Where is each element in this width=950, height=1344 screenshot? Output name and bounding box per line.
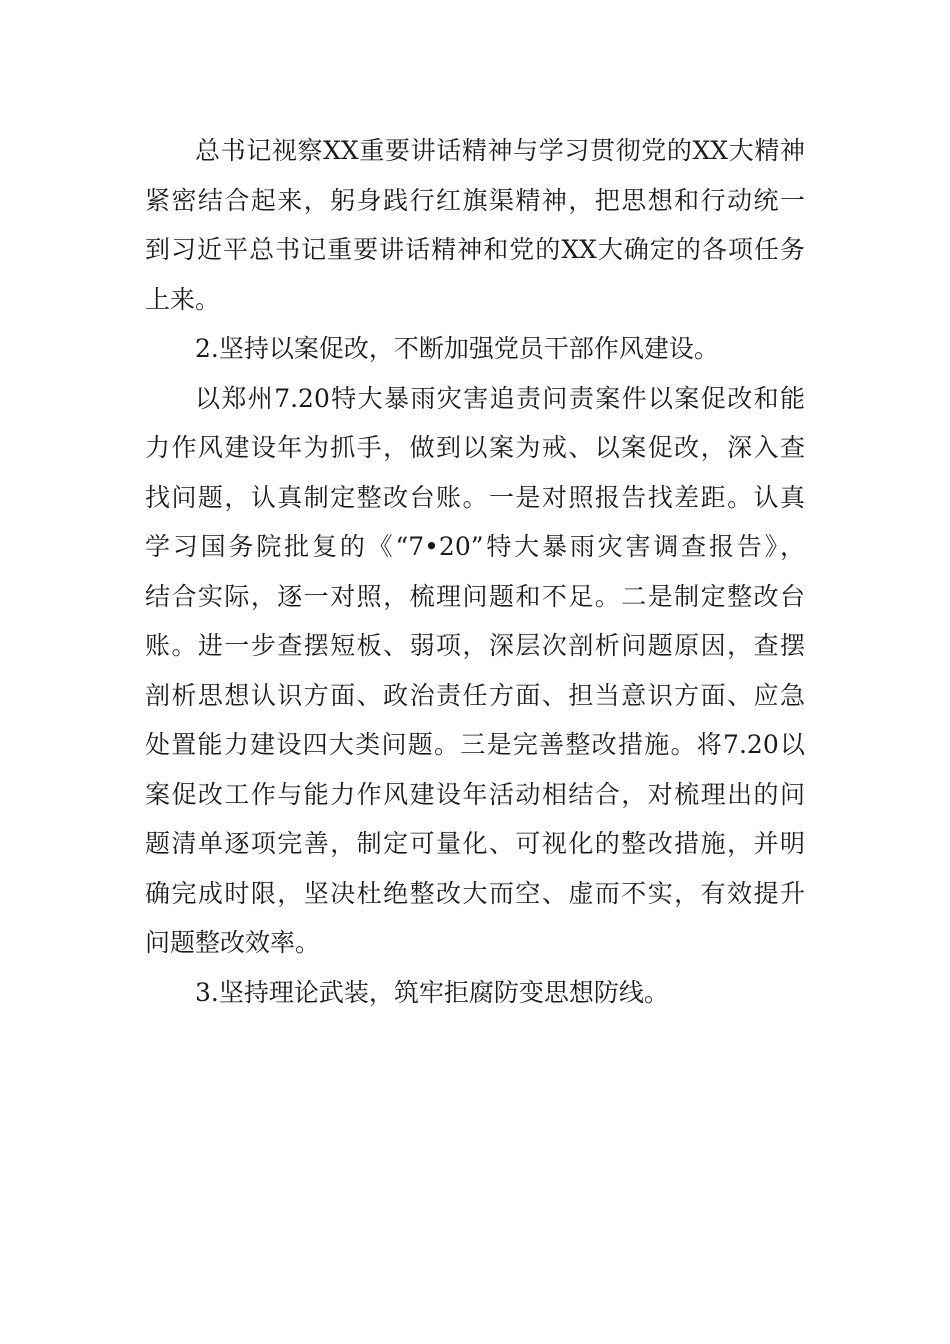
paragraph-continuation	[145, 126, 805, 324]
paragraph-line: 力作风建设年为抓手，做到以案为戒、以案促改，深入查	[145, 433, 805, 462]
paragraph-line: 学习国务院批复的《“7•20”特大暴雨灾害调查报告》，	[145, 532, 805, 561]
paragraph-line: 结合实际，逐一对照，梳理问题和不足。二是制定整改台	[145, 581, 805, 611]
paragraph-line: 找问题，认真制定整改台账。一是对照报告找差距。认真	[145, 482, 805, 512]
document-body	[145, 126, 805, 1017]
paragraph-line: 问题整改效率。	[145, 928, 321, 957]
paragraph-line: 紧密结合起来，躬身践行红旗渠精神，把思想和行动统一	[145, 185, 805, 215]
paragraph-line: 题清单逐项完善，制定可量化、可视化的整改措施，并明	[145, 829, 805, 858]
paragraph-line: 账。进一步查摆短板、弱项，深层次剖析问题原因，查摆	[145, 631, 805, 660]
paragraph-line: 处置能力建设四大类问题。三是完善整改措施。将7.20以	[145, 730, 805, 759]
paragraph-line: 以郑州7.20特大暴雨灾害追责问责案件以案促改和能	[195, 383, 805, 413]
section-heading-3: 3.坚持理论武装，筑牢拒腐防变思想防线。	[195, 977, 669, 1007]
paragraph-line: 总书记视察XX重要讲话精神与学习贯彻党的XX大精神	[195, 136, 805, 165]
paragraph-line: 确完成时限，坚决杜绝整改大而空、虚而不实，有效提升	[145, 878, 805, 908]
section-heading-2: 2.坚持以案促改，不断加强党员干部作风建设。	[195, 334, 719, 363]
paragraph-case-reform	[145, 374, 805, 968]
paragraph-line: 剖析思想认识方面、政治责任方面、担当意识方面、应急	[145, 680, 805, 710]
paragraph-line: 上来。	[145, 284, 221, 314]
paragraph-line: 案促改工作与能力作风建设年活动相结合，对梳理出的问	[145, 779, 805, 809]
paragraph-line: 到习近平总书记重要讲话精神和党的XX大确定的各项任务	[145, 235, 805, 264]
